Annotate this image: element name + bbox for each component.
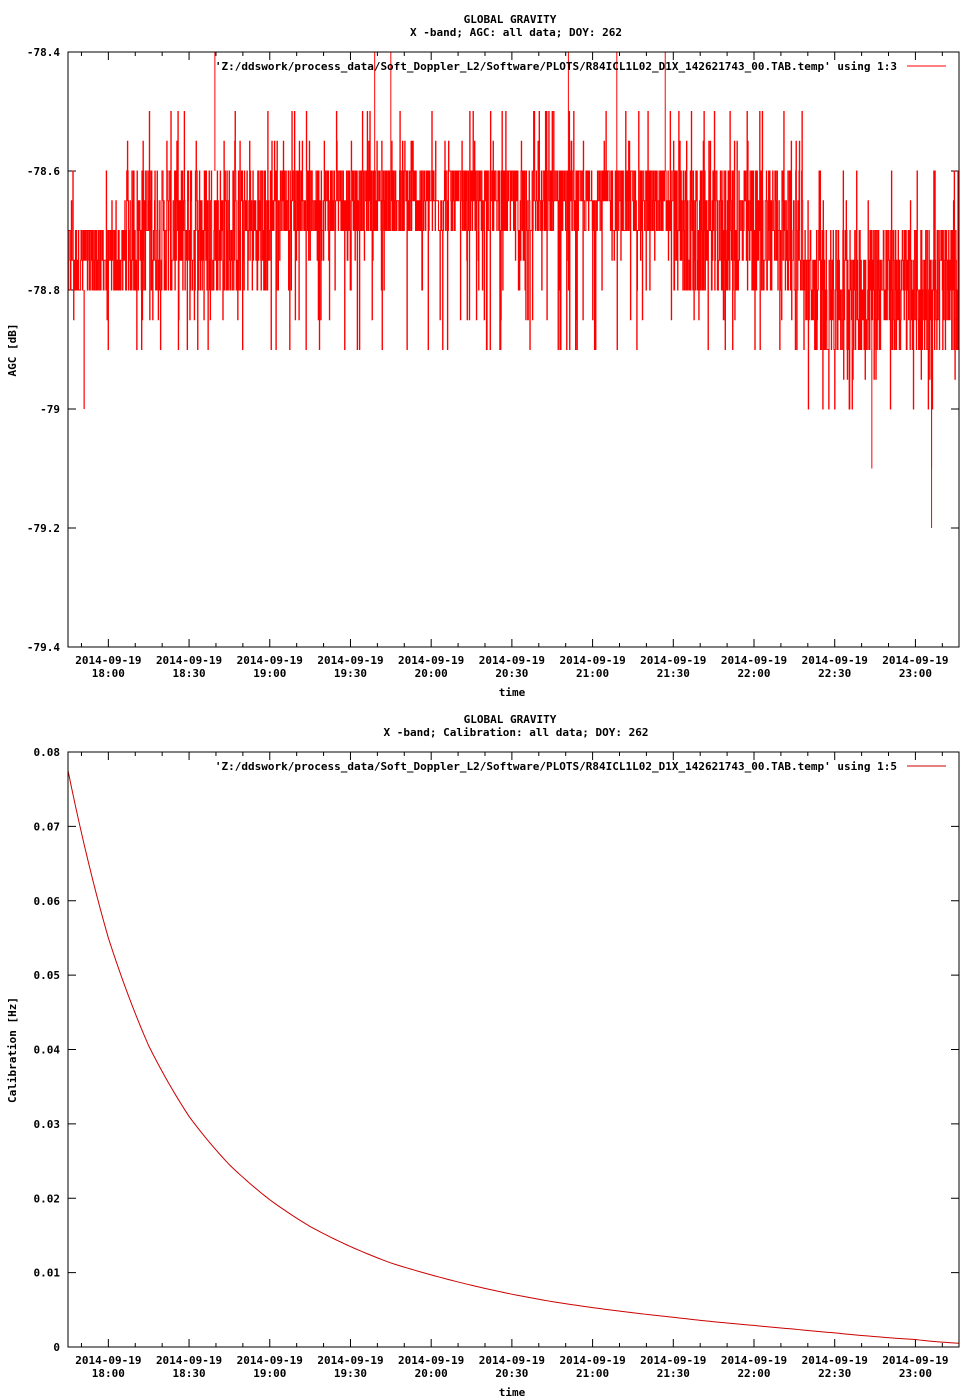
calibration-chart (6, 713, 959, 1399)
calibration-x-tick-time: 19:00 (253, 1367, 287, 1380)
calibration-y-tick-label: 0.07 (33, 820, 60, 834)
calibration-axis-ticks (68, 752, 959, 1347)
agc-x-axis-label: time (498, 686, 526, 699)
agc-x-tick-date: 2014-09-19 (478, 654, 546, 667)
calibration-y-tick-label: 0.08 (33, 746, 60, 759)
calibration-series-line (68, 771, 959, 1344)
calibration-x-tick-date: 2014-09-19 (720, 1354, 788, 1367)
agc-x-tick-time: 23:00 (898, 667, 932, 680)
calibration-x-tick-date: 2014-09-19 (478, 1354, 546, 1367)
agc-y-tick-label: -79.2 (26, 522, 60, 535)
agc-x-tick-time: 22:30 (818, 667, 852, 680)
calibration-plot-frame (68, 752, 959, 1347)
calibration-x-tick-date: 2014-09-19 (640, 1354, 707, 1367)
calibration-x-tick-time: 20:30 (495, 1367, 529, 1380)
agc-x-tick-date: 2014-09-19 (236, 654, 303, 667)
calibration-y-tick-label: 0.06 (33, 894, 60, 908)
agc-x-tick-date: 2014-09-19 (559, 654, 626, 667)
calibration-x-tick-date: 2014-09-19 (398, 1354, 465, 1367)
agc-x-tick-time: 22:00 (737, 667, 771, 680)
agc-series-line (68, 112, 959, 410)
calibration-y-tick-label: 0.04 (33, 1043, 60, 1057)
agc-x-tick-time: 21:30 (656, 667, 690, 680)
calibration-x-tick-time: 18:30 (172, 1367, 206, 1380)
agc-y-tick-label: -79 (40, 403, 60, 416)
agc-x-tick-date: 2014-09-19 (801, 654, 868, 667)
agc-chart-subtitle: X -band; AGC: all data; DOY: 262 (410, 26, 622, 39)
calibration-chart-subtitle: X -band; Calibration: all data; DOY: 262 (383, 726, 649, 739)
agc-x-tick-time: 18:30 (172, 667, 206, 680)
calibration-x-tick-time: 23:00 (898, 1367, 932, 1380)
agc-legend-text: 'Z:/ddswork/process_data/Soft_Doppler_L2/Software/PLOTS/R84ICL1L02_D1X_142621743_00.TAB.temp' using 1:3 (214, 60, 897, 73)
agc-x-tick-date: 2014-09-19 (882, 654, 949, 667)
agc-x-tick-date: 2014-09-19 (155, 654, 223, 667)
calibration-tick-labels (34, 746, 949, 1380)
calibration-y-axis-label: Calibration [Hz] (6, 997, 19, 1103)
agc-y-axis-label: AGC [dB] (6, 323, 19, 377)
agc-x-tick-date: 2014-09-19 (75, 654, 142, 667)
calibration-x-tick-date: 2014-09-19 (559, 1354, 626, 1367)
calibration-x-tick-date: 2014-09-19 (882, 1354, 949, 1367)
calibration-y-tick-label: 0.01 (33, 1266, 60, 1280)
agc-x-tick-date: 2014-09-19 (720, 654, 788, 667)
calibration-y-tick-label: 0.05 (33, 969, 60, 983)
calibration-x-tick-time: 20:00 (414, 1367, 448, 1380)
calibration-y-tick-label: 0.02 (33, 1192, 60, 1206)
calibration-x-tick-time: 19:30 (333, 1367, 368, 1380)
agc-x-tick-time: 18:00 (91, 667, 125, 680)
calibration-y-tick-label: 0 (53, 1341, 60, 1354)
calibration-x-tick-time: 21:30 (656, 1367, 690, 1380)
agc-x-tick-date: 2014-09-19 (640, 654, 707, 667)
calibration-x-tick-time: 22:00 (737, 1367, 771, 1380)
agc-chart (6, 13, 959, 699)
agc-x-tick-date: 2014-09-19 (317, 654, 384, 667)
calibration-x-tick-date: 2014-09-19 (155, 1354, 223, 1367)
calibration-x-tick-time: 21:00 (576, 1367, 610, 1380)
agc-y-tick-label: -79.4 (26, 641, 60, 654)
calibration-y-tick-label: 0.03 (33, 1117, 60, 1131)
agc-x-tick-date: 2014-09-19 (398, 654, 465, 667)
agc-x-tick-time: 20:00 (414, 667, 448, 680)
agc-series (68, 52, 959, 528)
agc-y-tick-label: -78.8 (26, 284, 60, 297)
agc-x-tick-time: 19:30 (333, 667, 368, 680)
calibration-x-tick-date: 2014-09-19 (801, 1354, 868, 1367)
agc-tick-labels (27, 46, 949, 680)
calibration-x-tick-date: 2014-09-19 (317, 1354, 384, 1367)
agc-x-tick-time: 20:30 (495, 667, 529, 680)
calibration-x-tick-date: 2014-09-19 (75, 1354, 142, 1367)
calibration-chart-title: GLOBAL GRAVITY (463, 713, 557, 726)
calibration-x-axis-label: time (498, 1386, 526, 1399)
calibration-series (68, 771, 959, 1344)
calibration-x-tick-date: 2014-09-19 (236, 1354, 303, 1367)
agc-x-tick-time: 21:00 (576, 667, 610, 680)
agc-chart-title: GLOBAL GRAVITY (463, 13, 557, 26)
agc-y-tick-label: -78.4 (26, 46, 60, 59)
calibration-legend-text: 'Z:/ddswork/process_data/Soft_Doppler_L2/Software/PLOTS/R84ICL1L02_D1X_142621743_00.TAB.temp' using 1:5 (214, 760, 897, 773)
agc-y-tick-label: -78.6 (26, 165, 60, 178)
agc-x-tick-time: 19:00 (253, 667, 287, 680)
calibration-x-tick-time: 22:30 (818, 1367, 852, 1380)
calibration-x-tick-time: 18:00 (91, 1367, 125, 1380)
